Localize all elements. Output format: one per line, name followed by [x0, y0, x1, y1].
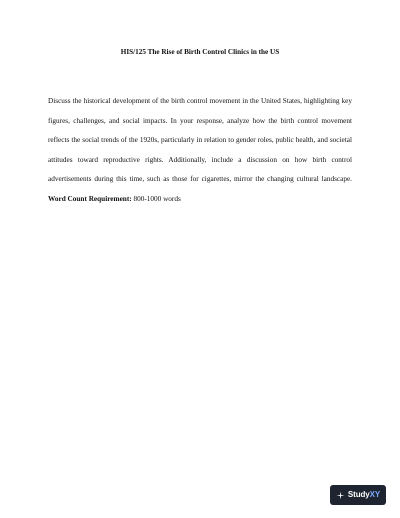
word-count-label: Word Count Requirement:	[48, 194, 132, 203]
logo-text-xy: XY	[369, 490, 381, 499]
studyxy-watermark-badge	[330, 485, 386, 505]
word-count-value: 800-1000 words	[131, 194, 181, 203]
plus-sparkle-icon	[336, 491, 345, 500]
document-title: HIS/125 The Rise of Birth Control Clinics in the US	[120, 48, 280, 56]
studyxy-logo-text	[348, 491, 380, 499]
body-text: Discuss the historical development of the birth control movement in the United States, highlighting key figures, challenges, and social impacts. In your response, analyze how the birth control movement reflects the social trends of the 1920s, particularly in relation to gender roles, public health, and societal attitudes toward reproductive rights. Additionally, include a discussion on how birth control advertisements during this time, such as those for cigarettes, mirror the changing cultural landscape.	[48, 97, 352, 183]
document-body	[48, 92, 352, 209]
logo-text-study: Study	[347, 490, 370, 499]
